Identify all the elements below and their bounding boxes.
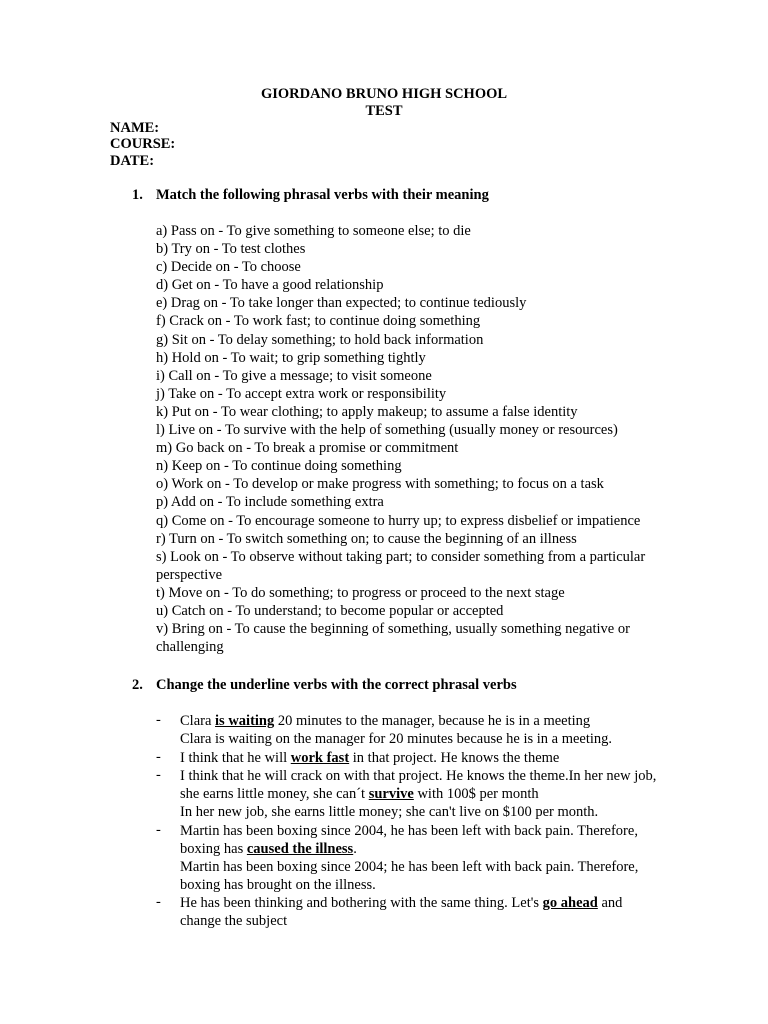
dash-bullet: - (156, 749, 161, 765)
list-item: p) Add on - To include something extra (156, 494, 384, 511)
task-text: Martin has been boxing since 2004, he has been left with back pain. Therefore, boxing has (180, 823, 638, 858)
list-item: j) Take on - To accept extra work or responsibility (156, 385, 447, 402)
date-label: DATE: (110, 153, 155, 169)
section-2-number: 2. (132, 677, 143, 693)
list-item: n) Keep on - To continue doing something (156, 458, 402, 475)
underlined-verb: work fast (290, 750, 350, 766)
task-text: I think that he will (180, 750, 291, 766)
answer-text: In her new job, she earns little money; she can't live on $100 per month. (180, 804, 599, 821)
task-text: in that project. He knows the theme (349, 750, 560, 766)
section-1-number: 1. (132, 187, 143, 203)
list-item: h) Hold on - To wait; to grip something tightly (156, 349, 426, 366)
task-text: and change the subject (180, 895, 623, 930)
dash-bullet: - (156, 822, 161, 838)
phrasal-verb-list (156, 222, 656, 656)
list-item: e) Drag on - To take longer than expected; to continue tediously (156, 295, 527, 312)
dash-bullet: - (156, 767, 161, 783)
task-text: 20 minutes to the manager, because he is in a meeting (274, 713, 591, 729)
task-text: with 100$ per month (413, 786, 539, 803)
underlined-verb: go ahead (542, 895, 598, 911)
task-text: Clara (180, 713, 216, 729)
course-label: COURSE: (110, 136, 176, 152)
task-body (180, 712, 660, 748)
list-item: f) Crack on - To work fast; to continue doing something (156, 313, 481, 330)
list-item: b) Try on - To test clothes (156, 241, 306, 258)
task-text: . (353, 841, 357, 858)
task-body (180, 749, 660, 767)
underlined-verb: caused the illness (246, 841, 354, 858)
dash-bullet: - (156, 712, 161, 728)
name-label: NAME: (110, 120, 160, 136)
list-item: k) Put on - To wear clothing; to apply makeup; to assume a false identity (156, 403, 578, 420)
list-item: q) Come on - To encourage someone to hurry up; to express disbelief or impatience (156, 512, 641, 529)
answer-text: Clara is waiting on the manager for 20 minutes because he is in a meeting. (180, 731, 613, 748)
list-item: o) Work on - To develop or make progress with something; to focus on a task (156, 476, 604, 493)
dash-bullet: - (156, 894, 161, 910)
task-text: I think that he will crack on with that project. He knows the theme.In her new job, she earns little money, she can´t (180, 768, 657, 803)
section-1-title: Match the following phrasal verbs with their meaning (156, 187, 489, 203)
list-item: r) Turn on - To switch something on; to cause the beginning of an illness (156, 530, 577, 547)
task-body (180, 767, 660, 821)
underlined-verb: is waiting (215, 713, 275, 729)
underlined-verb: survive (368, 786, 414, 803)
list-item: u) Catch on - To understand; to become popular or accepted (156, 602, 504, 619)
list-item: m) Go back on - To break a promise or commitment (156, 440, 459, 457)
list-item: g) Sit on - To delay something; to hold back information (156, 331, 484, 348)
task-body (180, 822, 660, 894)
list-item: l) Live on - To survive with the help of something (usually money or resources) (156, 422, 618, 439)
list-item: i) Call on - To give a message; to visit someone (156, 367, 432, 384)
list-item: d) Get on - To have a good relationship (156, 277, 384, 294)
list-item: v) Bring on - To cause the beginning of something, usually something negative or challenging (156, 621, 630, 656)
list-item: a) Pass on - To give something to someone else; to die (156, 223, 471, 239)
list-item: t) Move on - To do something; to progress or proceed to the next stage (156, 584, 565, 601)
answer-text: Martin has been boxing since 2004; he has been left with back pain. Therefore, boxing has brought on the illness. (180, 859, 639, 894)
task-body (180, 894, 660, 930)
section-2-title: Change the underline verbs with the correct phrasal verbs (156, 677, 517, 693)
list-item: c) Decide on - To choose (156, 259, 301, 276)
school-title: GIORDANO BRUNO HIGH SCHOOL (260, 86, 508, 102)
list-item: s) Look on - To observe without taking part; to consider something from a particular perspective (156, 548, 646, 583)
task-text: He has been thinking and bothering with the same thing. Let's (180, 895, 543, 911)
test-title: TEST (365, 103, 403, 119)
